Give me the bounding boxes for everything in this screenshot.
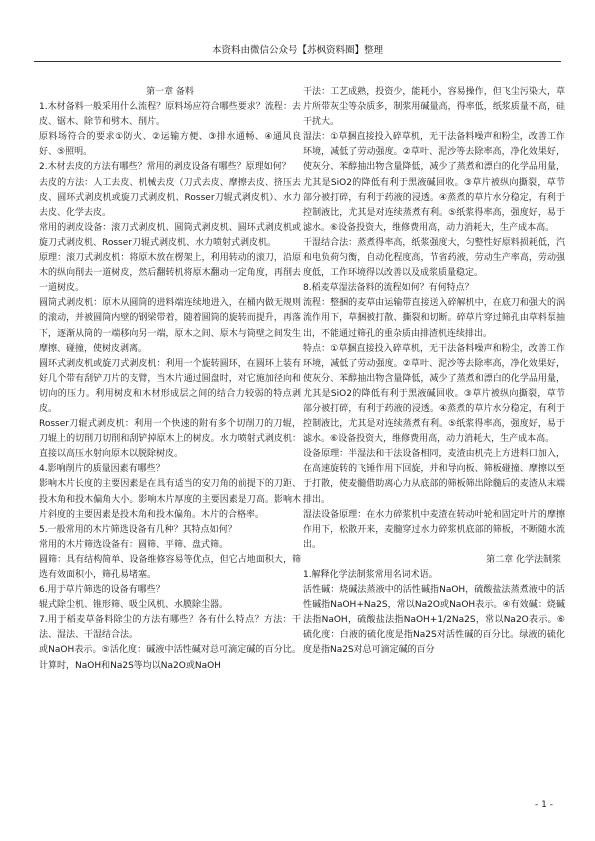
page-number: - 1 -	[535, 800, 553, 810]
chapter-title: 第二章 化学法制浆	[486, 554, 561, 565]
paragraph: 1.木材备料一般采用什么流程？原料场应符合哪些要求？流程：去皮、锯木、除节和劈木、削片。	[39, 102, 301, 128]
paragraph: 原料场符合的要求①防火、②运输方便、③排水通畅、④通风良好、⑤照明。	[39, 132, 301, 158]
paragraph: 4.影响削片的质量因素有哪些？	[39, 464, 165, 475]
chapter-title: 第一章 备料	[146, 87, 194, 97]
paragraph: 湿法设备原理：在水力碎浆机中麦渣在转动叶轮和固定叶片的摩擦作用下，松散开来，麦髓穿过水力碎浆机底部的筛板，不断随水流出。	[303, 509, 565, 550]
paragraph: 2.木材去皮的方法有哪些？常用的剥皮设备有哪些？原理如何？	[39, 162, 291, 173]
paragraph: 特点：①草捆直接投入碎草机，无干法备料噪声和粉尘，改善工作环境，减低了劳动强度。②草叶、泥沙等去除率高，净化效果好，使灰分、苯醇抽出物含量降低，减少了蒸煮和漂白的化学品用量，尤其是SiO2的降低有利于黑液碱回收。③草片被纵向撕裂，草节部分被打碎，有利于药液的浸透。④蒸煮的草片水分稳定，有利于控制液比，尤其是对连续蒸煮有利。⑤纸浆得率高，强度好，易于滤水。⑥设备投资大，维修费用高，动力消耗大，生产成本高。	[303, 343, 565, 445]
paragraph: Rosser刀辊式剥皮机：利用一个快速的附有多个切削刀的刀辊，刀辊上的切削刀切削和刮铲掉原木上的树皮。水力喷射式剥皮机：直接以高压水射向原木以脱除树皮。	[39, 419, 301, 460]
paragraph: 常用的木片筛选设备有：圆筛、平筛、盘式筛。	[39, 539, 229, 550]
paragraph: 干湿结合法：蒸煮得率高，纸浆强度大，匀整性好原料损耗低，汽和电负荷匀衡，自动化程度高，节省药液，劳动生产率高，劳动强度低，工作环境得以改善以及成浆质量稳定。	[303, 237, 565, 279]
paragraph: 1.解释化学法制浆常用名词术语。	[303, 570, 438, 580]
paragraph: 影响木片长度的主要因素是在具有适当的安刀角的前提下的刀距、投木角和投木偏角大小。影响木片厚度的主要因素是刀高。影响木片斜度的主要因素是投木角和投木偏角。木片的合格率。	[39, 479, 301, 520]
paragraph: 5.一般常用的木片筛选设备有几种？其特点如何？	[39, 524, 237, 535]
paragraph: 干法：工艺成熟，投资少，能耗小，容易操作，但飞尘污染大，草片所带灰尘等杂质多，制浆用碱量高，得率低，纸浆质量不高，硅干扰大。	[303, 87, 565, 128]
paragraph: 圆筛：具有结构简单、设备维修容易等优点，但它占地面积大，筛选有效面积小，筛孔易堵塞。	[39, 554, 301, 580]
paragraph: 圆环式剥皮机或旋刀式剥皮机：利用一个旋转圆环，在圆环上装有好几个带有刮铲刀片的支臂，当木片通过圆盘时，对它施加径向和切向的压力。利用树皮和木材形成层之间的结合力较弱的特点剥皮。	[39, 358, 301, 414]
paragraph: 或NaOH表示。⑤活化度：碱液中活性碱对总可滴定碱的百分比。计算时，NaOH和Na2S等均以Na2O或NaOH	[39, 645, 301, 671]
paragraph: 湿法：①草捆直接投入碎草机，无干法备料噪声和粉尘，改善工作环境，减低了劳动强度。②草叶、泥沙等去除率高，净化效果好，使灰分、苯醇抽出物含量降低，减少了蒸煮和漂白的化学品用量，尤其是SiO2的降低有利于黑液碱回收。③草片被纵向撕裂，草节部分被打碎，有利于药液的浸透。④蒸煮的草片水分稳定，有利于控制液比，尤其是对连续蒸煮有利。⑤纸浆得率高，强度好，易于滤水。⑥设备投资大，维修费用高，动力消耗大，生产成本高。	[303, 132, 565, 233]
paragraph: 圆筒式剥皮机：原木从圆筒的进料端连续地进入，在桶内做无规则的滚动，并被圆筒内壁的钢梁带着，随着圆筒的旋转而提升，再落下，逐渐从筒的一端移向另一端，原木之间、原木与筒壁之间发生摩擦、碰撞，使树皮剥离。	[39, 298, 301, 354]
header-rule	[34, 61, 561, 62]
paragraph: 设备原理：半湿法和干法设备相同，麦渣由机壳上方进料口加入，在高速旋转的飞锤作用下回旋，并和导向板、筛板碰撞、摩擦以至于打散，使麦髓借助离心力从底部的筛板筛出除髓后的麦渣从末端排出。	[303, 449, 565, 505]
left-column	[39, 85, 301, 674]
paragraph: 原理：滚刀式剥皮机：将原木放在楞架上，利用转动的滚刀，沿原木的纵向削去一道树皮，然后翻转机将原木翻动一定角度，再削去一道树皮。	[39, 253, 301, 294]
paragraph: 7.用于稻麦草备料除尘的方法有哪些？各有什么特点？方法：干法、湿法、干湿结合法。	[39, 615, 301, 641]
paragraph: 流程：整捆的麦草由运输带直接送入碎解机中，在底刀和强大的涡流作用下，草捆被打散、撕裂和切断。碎草片穿过筛孔由草料泵抽出，不能通过筛孔的重杂质由排渣机连续排出。	[303, 298, 565, 339]
paragraph: 活性碱：烧碱法蒸液中的活性碱指NaOH，硫酸盐法蒸煮液中的活性碱指NaOH+Na2S，常以Na2O或NaOH表示。④有效碱：烧碱法指NaOH，硫酸盐法指NaOH+1/2Na2S，常以Na2O表示。⑥硫化度：白液的硫化度是指Na2S对活性碱的百分比。绿液的硫化度是指Na2S对总可滴定碱的百分	[303, 585, 565, 656]
paragraph: 去皮的方法：人工去皮、机械去皮（刀式去皮、摩擦去皮、挤压去皮、圆环式剥皮机或旋刀式剥皮机、Rosser刀辊式剥皮机）、水力去皮、化学去皮。	[39, 177, 301, 218]
paragraph: 辊式除尘机、锥形筛、吸尘风机、水膜除尘器。	[39, 600, 229, 611]
right-column	[303, 85, 565, 659]
paragraph: 6.用于草片筛选的设备有哪些？	[39, 585, 165, 596]
paragraph: 8.稻麦草湿法备料的流程如何？有何特点？	[303, 283, 474, 294]
paragraph: 常用的剥皮设备：滚刀式剥皮机、圆筒式剥皮机、圆环式剥皮机或旋刀式剥皮机、Rosser刀辊式剥皮机、水力喷射式剥皮机。	[39, 222, 301, 248]
page-header: 本资料由微信公众号【苏枫资料圈】整理	[211, 45, 383, 56]
